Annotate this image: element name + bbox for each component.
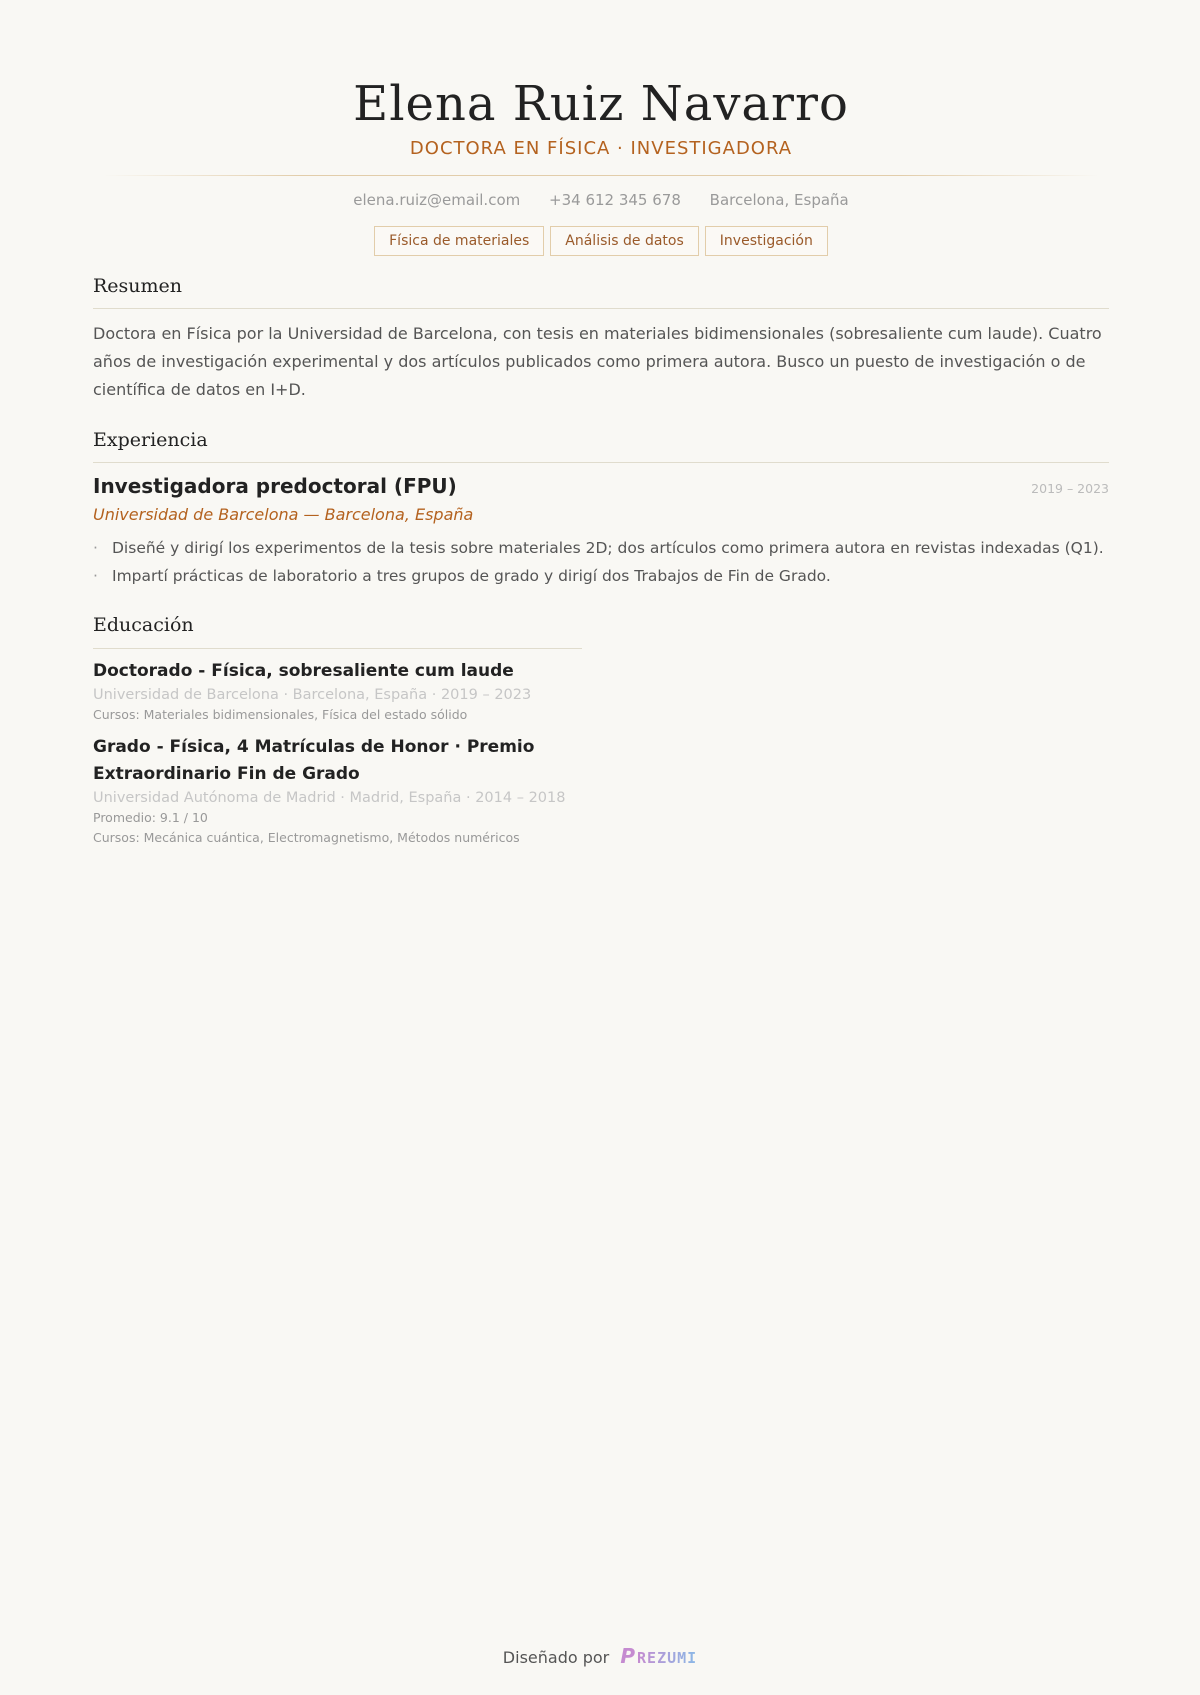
rezumi-logo-text: REZUMI bbox=[637, 1649, 698, 1667]
candidate-name: Elena Ruiz Navarro bbox=[353, 76, 849, 132]
section-divider bbox=[93, 308, 1109, 309]
contact-location: Barcelona, España bbox=[709, 191, 849, 209]
rezumi-logo-icon: P bbox=[620, 1644, 636, 1668]
education-courses: Cursos: Mecánica cuántica, Electromagnetismo, Métodos numéricos bbox=[93, 830, 520, 845]
rezumi-logo[interactable] bbox=[620, 1644, 698, 1668]
education-item bbox=[93, 658, 583, 725]
education-item bbox=[93, 734, 583, 848]
skill-tag: Física de materiales bbox=[374, 226, 544, 256]
education-degree: Grado - Física, 4 Matrículas de Honor · Premio Extraordinario Fin de Grado bbox=[93, 737, 535, 784]
section-title-experience: Experiencia bbox=[93, 429, 208, 451]
job-bullet: · Diseñé y dirigí los experimentos de la tesis sobre materiales 2D; dos artículos como primera autora en revistas indexadas (Q1). bbox=[93, 534, 1109, 562]
education-gpa: Promedio: 9.1 / 10 bbox=[93, 810, 208, 825]
education-meta: Universidad de Barcelona · Barcelona, España · 2019 – 2023 bbox=[93, 687, 532, 703]
education-courses: Cursos: Materiales bidimensionales, Física del estado sólido bbox=[93, 707, 468, 722]
skill-tag: Análisis de datos bbox=[550, 226, 699, 256]
job-dates: 2019 – 2023 bbox=[1031, 481, 1109, 496]
contact-email[interactable]: elena.ruiz@email.com bbox=[353, 191, 521, 209]
section-title-education: Educación bbox=[93, 614, 194, 636]
bullet-icon: · bbox=[93, 567, 98, 585]
education-meta: Universidad Autónoma de Madrid · Madrid, España · 2014 – 2018 bbox=[93, 790, 566, 806]
footer-prefix: Diseñado por bbox=[502, 1648, 610, 1667]
bullet-icon: · bbox=[93, 539, 98, 557]
contact-line bbox=[93, 191, 1109, 209]
skill-tags bbox=[93, 226, 1109, 256]
summary-text: Doctora en Física por la Universidad de Barcelona, con tesis en materiales bidimensionales (sobresaliente cum laude). Cuatro años de investigación experimental y dos artículos publicados como primera autora. Busco un puesto de investigación o de científica de datos en I+D. bbox=[93, 324, 1102, 399]
section-divider bbox=[93, 648, 582, 649]
education-degree: Doctorado - Física, sobresaliente cum laude bbox=[93, 661, 514, 681]
section-title-summary: Resumen bbox=[93, 275, 183, 297]
skill-tag: Investigación bbox=[705, 226, 828, 256]
candidate-role: DOCTORA EN FÍSICA · INVESTIGADORA bbox=[409, 138, 793, 159]
section-divider bbox=[93, 462, 1109, 463]
header-divider bbox=[103, 175, 1099, 176]
contact-phone[interactable]: +34 612 345 678 bbox=[549, 191, 681, 209]
footer bbox=[0, 1644, 1200, 1668]
job-bullets bbox=[93, 534, 1109, 590]
job-bullet: · Impartí prácticas de laboratorio a tres grupos de grado y dirigí dos Trabajos de Fin de Grado. bbox=[93, 562, 1109, 590]
job-organization: Universidad de Barcelona — Barcelona, España bbox=[93, 505, 474, 524]
job-title: Investigadora predoctoral (FPU) bbox=[93, 474, 457, 498]
